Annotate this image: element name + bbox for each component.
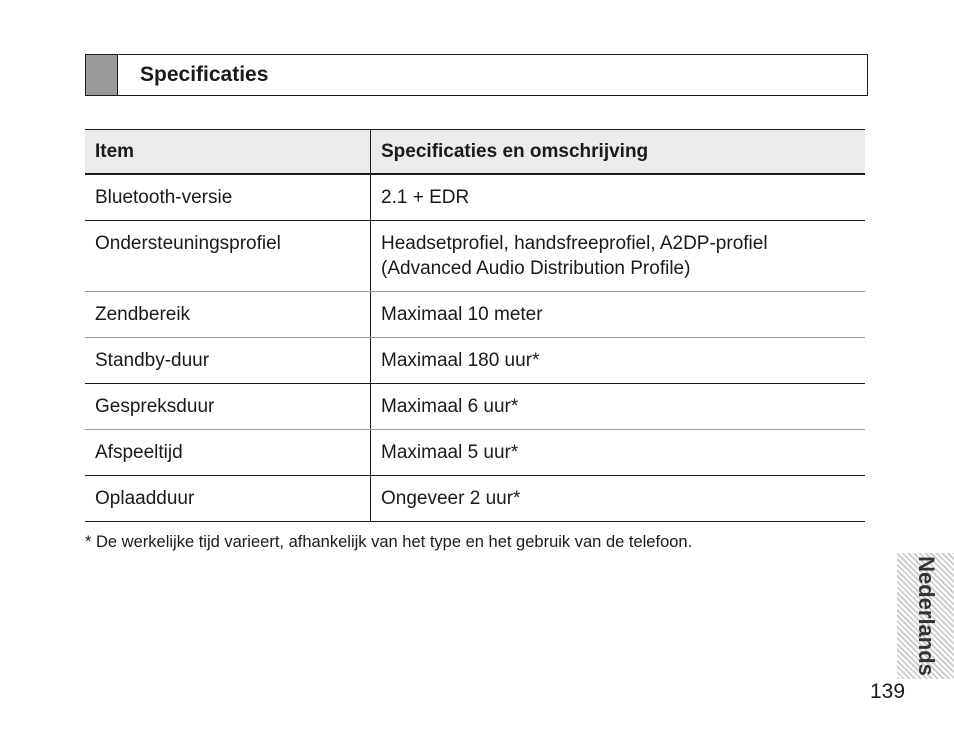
row-spec-line: Maximaal 5 uur*	[381, 442, 519, 463]
row-spec-line: 2.1 + EDR	[381, 187, 470, 208]
row-spec-line: Maximaal 6 uur*	[381, 396, 519, 417]
section-marker	[86, 55, 118, 95]
table-row	[85, 174, 865, 221]
table-header-row	[85, 130, 865, 175]
table-row	[85, 384, 865, 430]
row-spec	[371, 476, 866, 522]
row-item: Oplaadduur	[85, 476, 371, 522]
table-row	[85, 338, 865, 384]
row-spec-line: (Advanced Audio Distribution Profile)	[381, 258, 691, 279]
row-spec	[371, 338, 866, 384]
row-spec-line: Ongeveer 2 uur*	[381, 488, 521, 509]
row-spec	[371, 292, 866, 338]
row-item: Bluetooth-versie	[85, 174, 371, 221]
row-spec	[371, 174, 866, 221]
table-row	[85, 221, 865, 292]
row-item: Ondersteuningsprofiel	[85, 221, 371, 292]
language-tab-label: Nederlands	[913, 556, 939, 676]
row-spec-line: Headsetprofiel, handsfreeprofiel, A2DP-profiel	[381, 233, 768, 254]
row-spec	[371, 430, 866, 476]
row-item: Gespreksduur	[85, 384, 371, 430]
footnote: * De werkelijke tijd varieert, afhankelijk van het type en het gebruik van de telefoon.	[85, 533, 693, 551]
spec-table	[85, 129, 865, 522]
row-spec	[371, 221, 866, 292]
row-item: Zendbereik	[85, 292, 371, 338]
row-item: Standby-duur	[85, 338, 371, 384]
table-row	[85, 292, 865, 338]
header-item: Item	[85, 130, 371, 175]
page-number: 139	[870, 680, 906, 703]
row-spec-line: Maximaal 180 uur*	[381, 350, 540, 371]
table-row	[85, 430, 865, 476]
section-header	[85, 54, 868, 96]
header-spec: Specificaties en omschrijving	[371, 130, 866, 175]
section-title: Specificaties	[140, 63, 269, 86]
row-spec-line: Maximaal 10 meter	[381, 304, 543, 325]
row-item: Afspeeltijd	[85, 430, 371, 476]
language-tab	[897, 553, 954, 679]
table-row	[85, 476, 865, 522]
row-spec	[371, 384, 866, 430]
